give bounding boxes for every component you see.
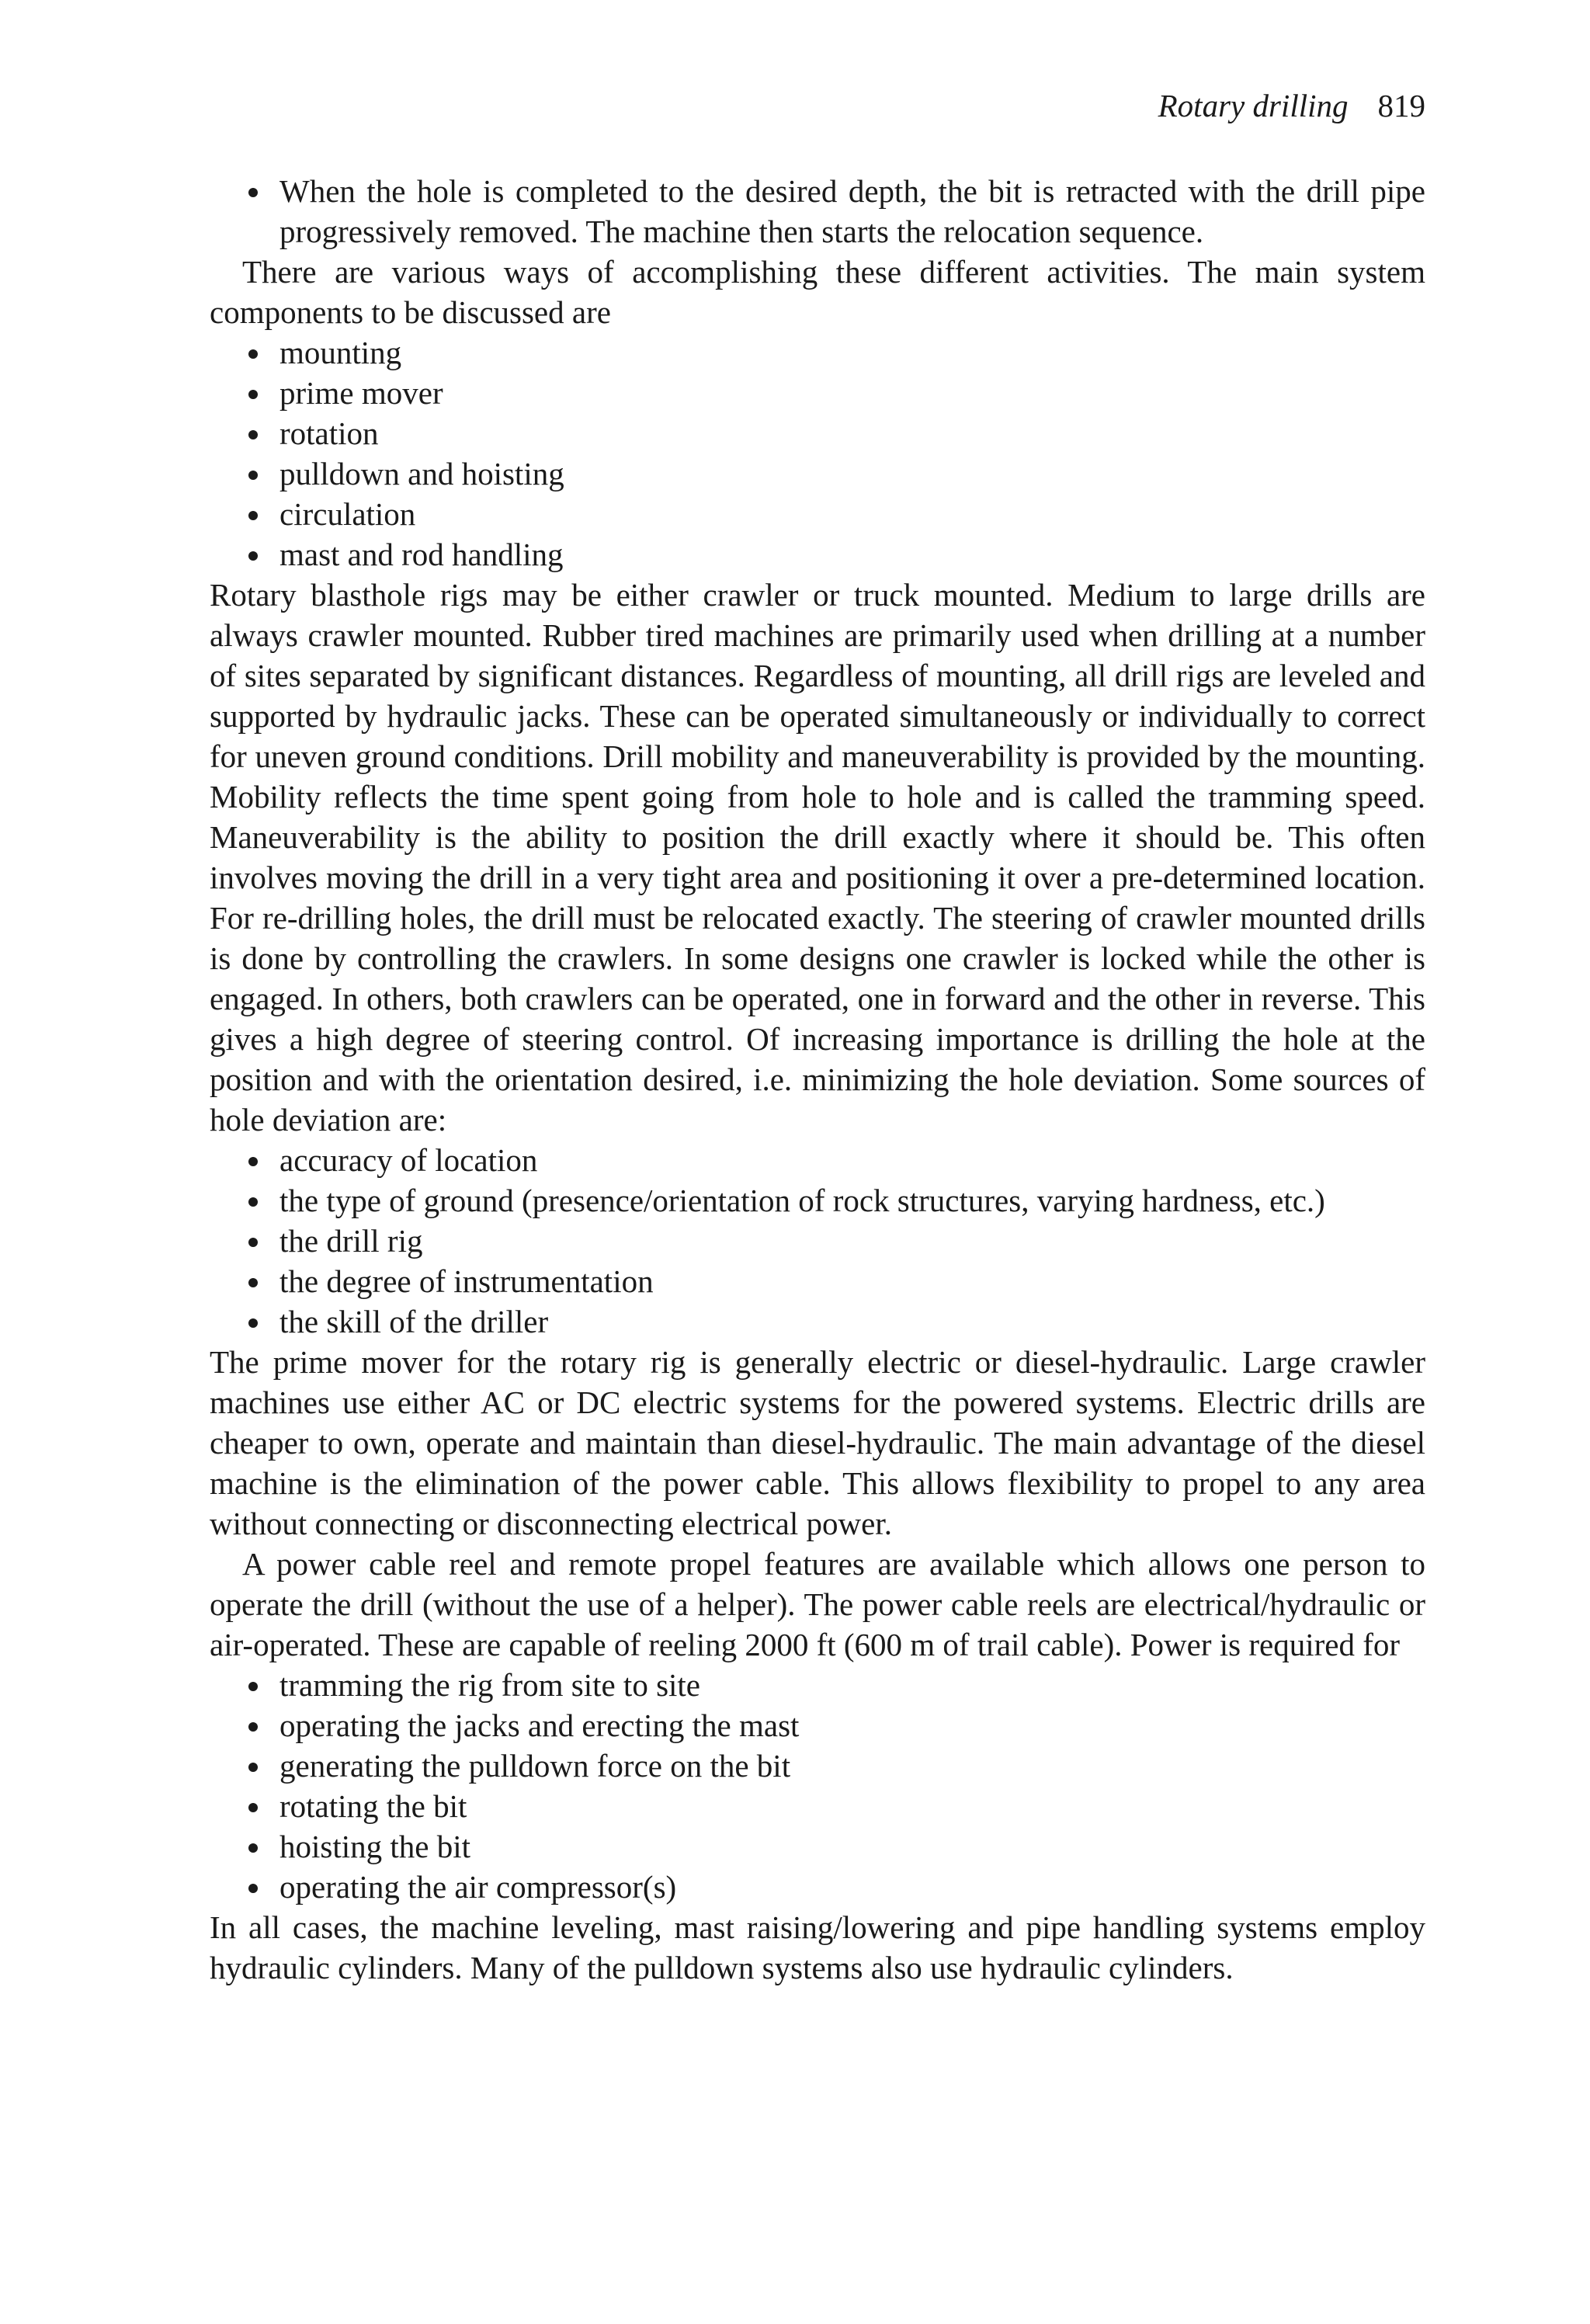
list-item: the skill of the driller <box>210 1301 1425 1342</box>
list-item: the degree of instrumentation <box>210 1261 1425 1301</box>
list-item: rotating the bit <box>210 1786 1425 1826</box>
paragraph-components-intro: There are various ways of accomplishing these different activities. The main system components to be discussed are <box>210 254 1425 330</box>
list-item: When the hole is completed to the desired depth, the bit is retracted with the drill pipe progressively removed. The machine then starts the relocation sequence. <box>210 171 1425 252</box>
list-item: mounting <box>210 332 1425 373</box>
power-uses-list <box>210 1665 1425 1907</box>
paragraph-power-cable: A power cable reel and remote propel features are available which allows one person to operate the drill (without the use of a helper). The power cable reels are electrical/hydraulic or air-operated. These are capable of reeling 2000 ft (600 m of trail cable). Power is required for <box>210 1546 1425 1662</box>
running-title: Rotary drilling <box>1158 88 1349 123</box>
list-item: the drill rig <box>210 1221 1425 1261</box>
list-item: mast and rod handling <box>210 534 1425 575</box>
list-item: rotation <box>210 413 1425 453</box>
page-number: 819 <box>1377 88 1425 123</box>
deviation-sources-list <box>210 1140 1425 1342</box>
list-item: tramming the rig from site to site <box>210 1665 1425 1705</box>
list-item: hoisting the bit <box>210 1826 1425 1867</box>
page <box>210 85 1425 1988</box>
list-item: pulldown and hoisting <box>210 453 1425 494</box>
list-item: operating the air compressor(s) <box>210 1867 1425 1907</box>
paragraph-mounting: Rotary blasthole rigs may be either crawler or truck mounted. Medium to large drills are always crawler mounted. Rubber tired machines are primarily used when drilling at a number of sites separated by significant distances. Regardless of mounting, all drill rigs are leveled and supported by hydraulic jacks. These can be operated simultaneously or individually to correct for uneven ground conditions. Drill mobility and maneuverability is provided by the mounting. Mobility reflects the time spent going from hole to hole and is called the tramming speed. Maneuverability is the ability to position the drill exactly where it should be. This often involves moving the drill in a very tight area and positioning it over a pre-determined location. For re-drilling holes, the drill must be relocated exactly. The steering of crawler mounted drills is done by controlling the crawlers. In some designs one crawler is locked while the other is engaged. In others, both crawlers can be operated, one in forward and the other in reverse. This gives a high degree of steering control. Of increasing importance is drilling the hole at the position and with the orientation desired, i.e. minimizing the hole deviation. Some sources of hole deviation are: <box>210 577 1425 1138</box>
paragraph-hydraulics: In all cases, the machine leveling, mast raising/lowering and pipe handling systems employ hydraulic cylinders. Many of the pulldown systems also use hydraulic cylinders. <box>210 1909 1425 1985</box>
list-item: the type of ground (presence/orientation of rock structures, varying hardness, etc.) <box>210 1180 1425 1221</box>
intro-bullet-list <box>210 171 1425 252</box>
list-item: operating the jacks and erecting the mast <box>210 1705 1425 1746</box>
paragraph-prime-mover: The prime mover for the rotary rig is generally electric or diesel-hydraulic. Large crawler machines use either AC or DC electric systems for the powered systems. Electric drills are cheaper to own, operate and maintain than diesel-hydraulic. The main advantage of the diesel machine is the elimination of the power cable. This allows flexibility to propel to any area without connecting or disconnecting electrical power. <box>210 1344 1425 1541</box>
running-head <box>210 85 1425 141</box>
list-item: prime mover <box>210 373 1425 413</box>
list-item: circulation <box>210 494 1425 534</box>
list-item: accuracy of location <box>210 1140 1425 1180</box>
list-item: generating the pulldown force on the bit <box>210 1746 1425 1786</box>
components-list <box>210 332 1425 575</box>
